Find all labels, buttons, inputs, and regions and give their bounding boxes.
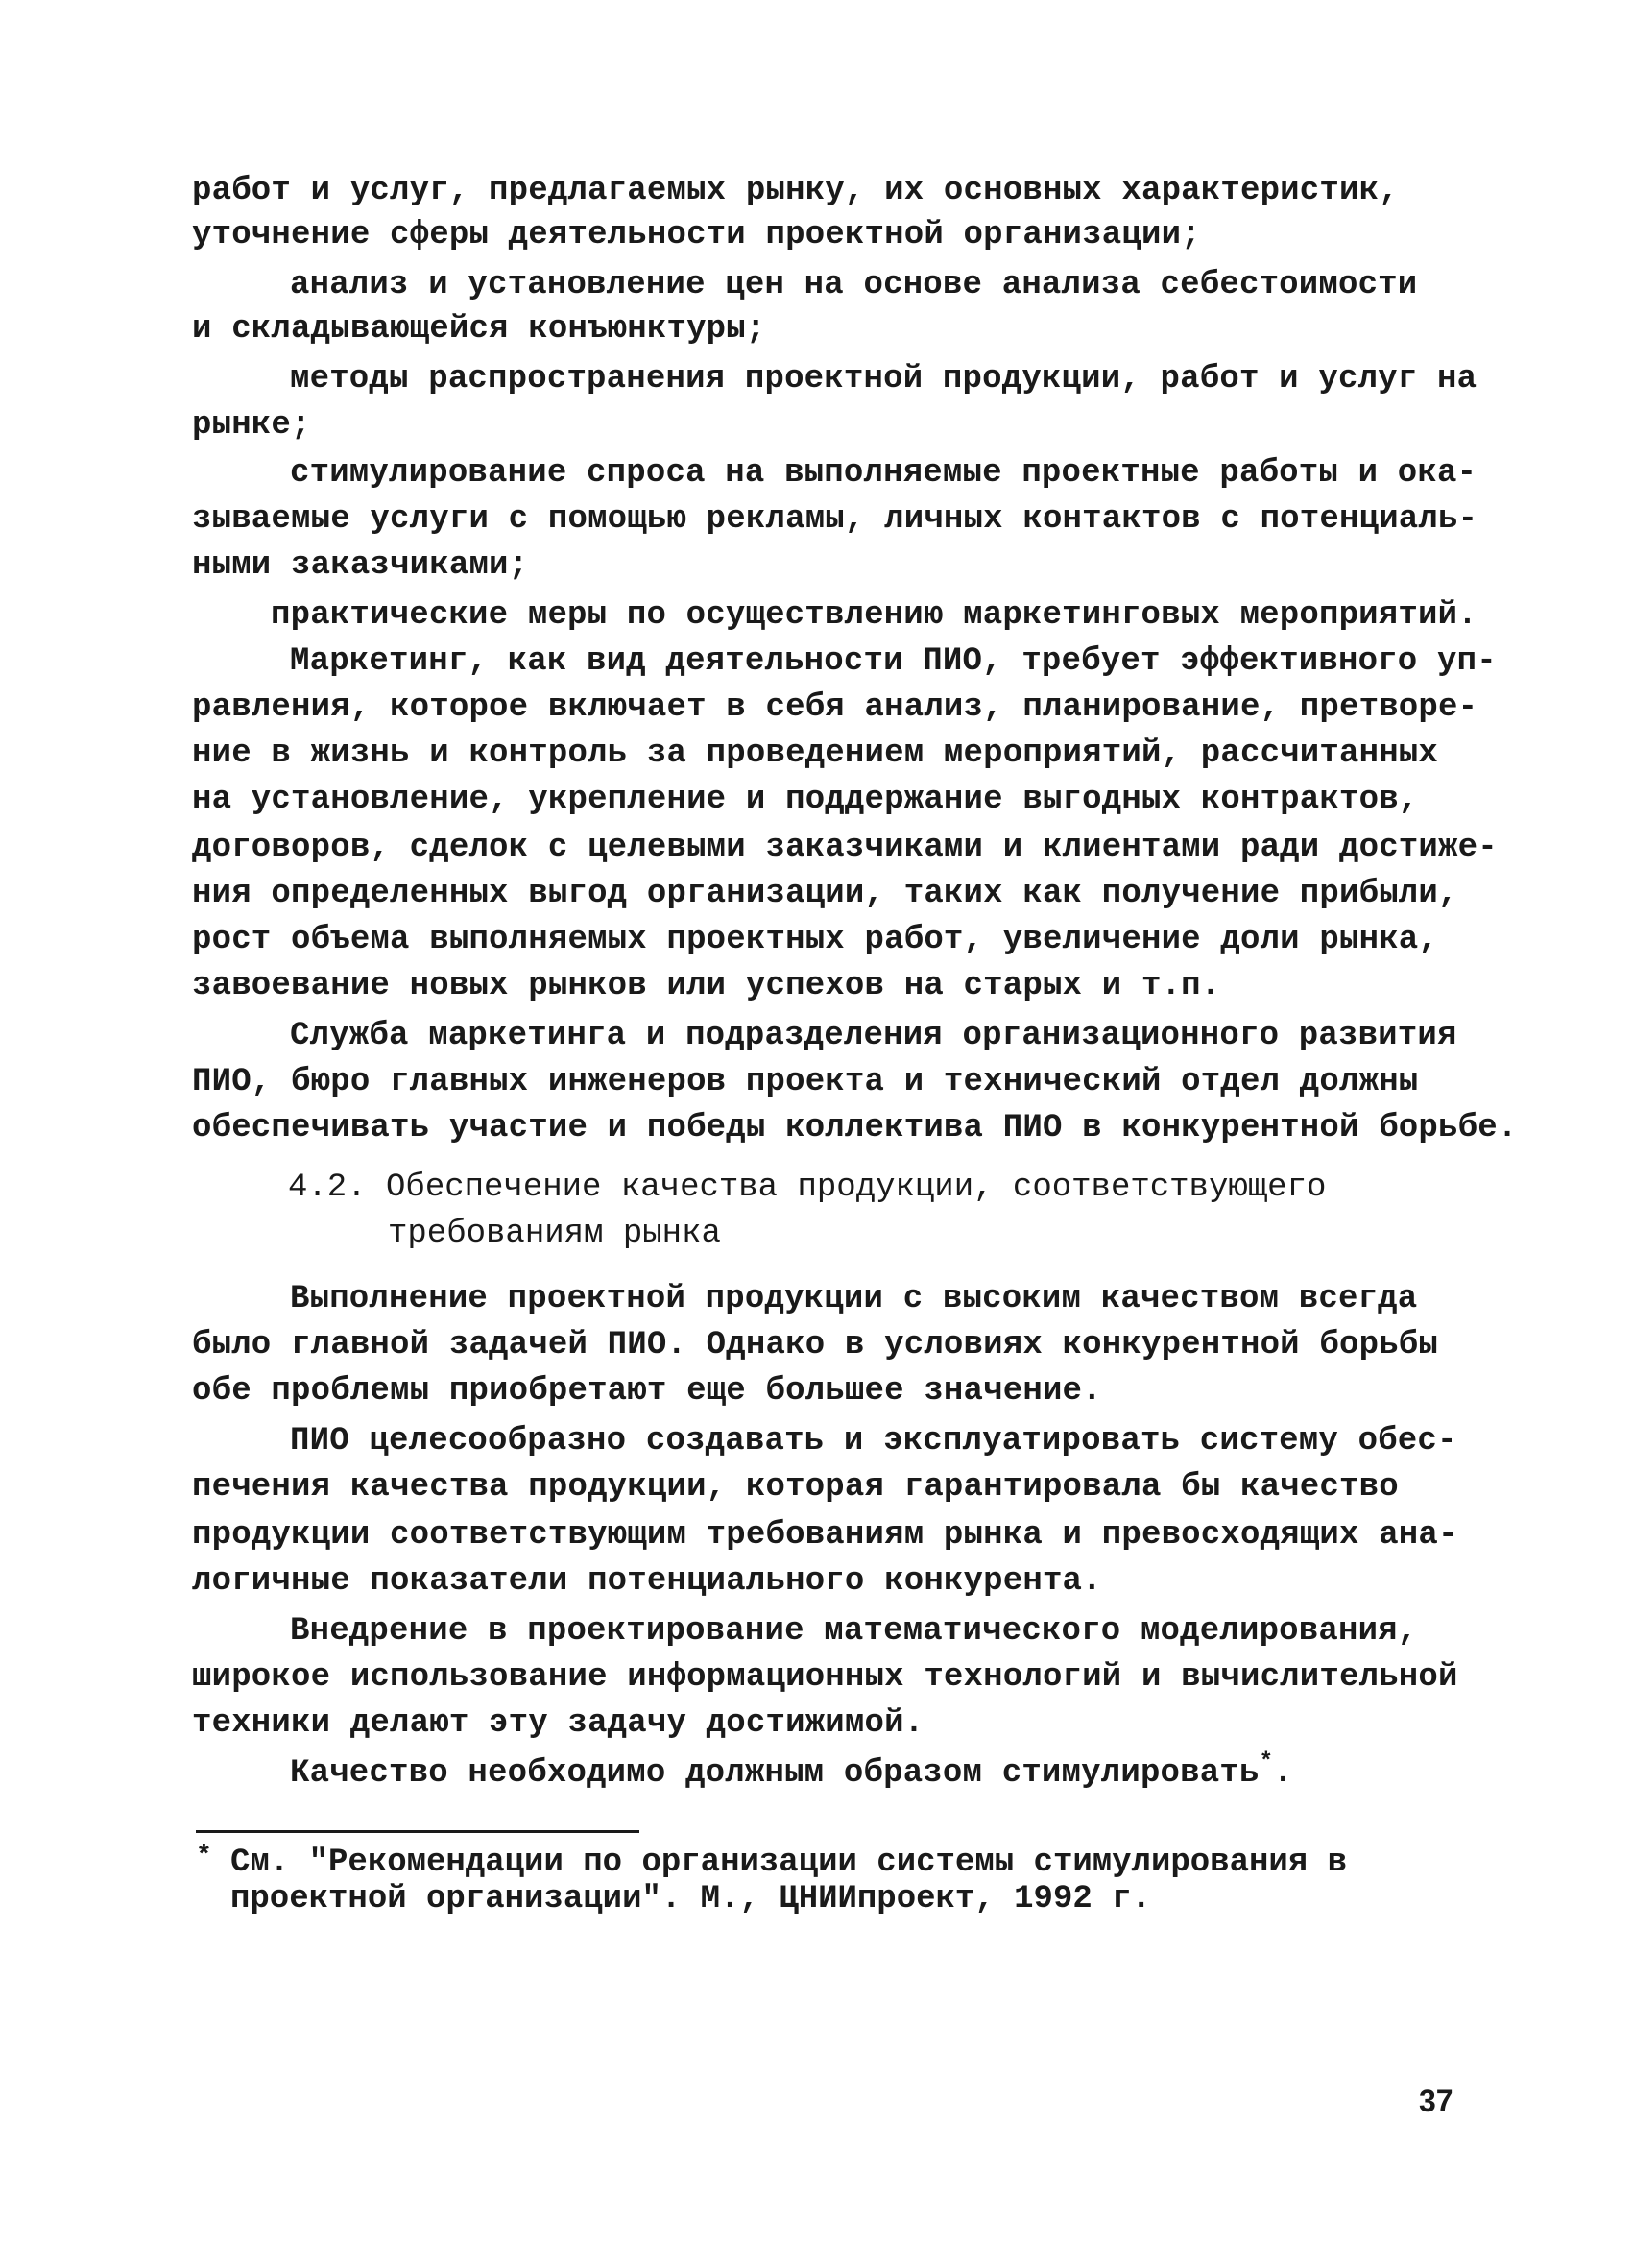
body-line: методы распространения проектной продукции, работ и услуг на [290, 361, 1477, 398]
footnote-reference: * [1259, 1749, 1274, 1775]
body-line: Внедрение в проектирование математического моделирования, [290, 1613, 1418, 1650]
body-line: ПИО, бюро главных инженеров проекта и технический отдел должны [192, 1064, 1419, 1100]
footnote-text: проектной организации". М., ЦНИИпроект, 1992 г. [230, 1881, 1151, 1918]
body-line: Выполнение проектной продукции с высоким качеством всегда [290, 1281, 1418, 1317]
body-line: продукции соответствующим требованиям рынка и превосходящих ана- [192, 1517, 1458, 1554]
footnote-text: См. "Рекомендации по организации системы стимулирования в [230, 1845, 1347, 1881]
section-heading: 4.2. Обеспечение качества продукции, соответствующего [288, 1170, 1327, 1206]
sentence-end: . [1273, 1755, 1293, 1792]
body-line: зываемые услуги с помощью рекламы, личных контактов с потенциаль- [192, 501, 1478, 538]
body-line: техники делают эту задачу достижимой. [192, 1705, 925, 1742]
body-line: печения качества продукции, которая гарантировала бы качество [192, 1469, 1399, 1506]
body-line: логичные показатели потенциального конкурента. [192, 1563, 1102, 1600]
body-line: и складывающейся конъюнктуры; [192, 311, 766, 348]
body-line: договоров, сделок с целевыми заказчиками и клиентами ради достиже- [192, 830, 1498, 866]
body-line: стимулирование спроса на выполняемые проектные работы и ока- [290, 455, 1477, 492]
body-line: анализ и установление цен на основе анализа себестоимости [290, 267, 1418, 303]
body-line: Служба маркетинга и подразделения организационного развития [290, 1018, 1457, 1054]
body-line: работ и услуг, предлагаемых рынку, их основных характеристик, [192, 173, 1399, 209]
footnote-mark: * [196, 1842, 212, 1871]
body-line: равления, которое включает в себя анализ, планирование, претворе- [192, 689, 1478, 726]
body-line: на установление, укрепление и поддержание выгодных контрактов, [192, 782, 1419, 818]
body-line: обе проблемы приобретают еще большее значение. [192, 1373, 1102, 1410]
body-line: завоевание новых рынков или успехов на старых и т.п. [192, 968, 1221, 1004]
body-line: рост объема выполняемых проектных работ, увеличение доли рынка, [192, 922, 1439, 958]
footnote-divider [196, 1830, 639, 1833]
page-number: 37 [1419, 2084, 1453, 2118]
body-line: широкое использование информационных технологий и вычислительной [192, 1659, 1458, 1696]
body-line: уточнение сферы деятельности проектной организации; [192, 217, 1201, 253]
body-line: было главной задачей ПИО. Однако в условиях конкурентной борьбы [192, 1327, 1439, 1363]
body-line: ными заказчиками; [192, 547, 529, 584]
body-line: практические меры по осуществлению маркетинговых мероприятий. [271, 597, 1477, 634]
body-line: ПИО целесообразно создавать и эксплуатировать систему обес- [290, 1423, 1457, 1460]
section-heading-cont: требованиям рынка [388, 1216, 721, 1252]
body-line: рынке; [192, 407, 311, 444]
body-line: Маркетинг, как вид деятельности ПИО, требует эффективного уп- [290, 643, 1497, 680]
body-line-last [290, 1751, 1293, 1796]
body-line: ния определенных выгод организации, таких как получение прибыли, [192, 876, 1458, 912]
body-line-text: Качество необходимо должным образом стимулировать [290, 1755, 1260, 1792]
body-line: ние в жизнь и контроль за проведением мероприятий, рассчитанных [192, 736, 1439, 772]
body-line: обеспечивать участие и победы коллектива ПИО в конкурентной борьбе. [192, 1110, 1518, 1146]
